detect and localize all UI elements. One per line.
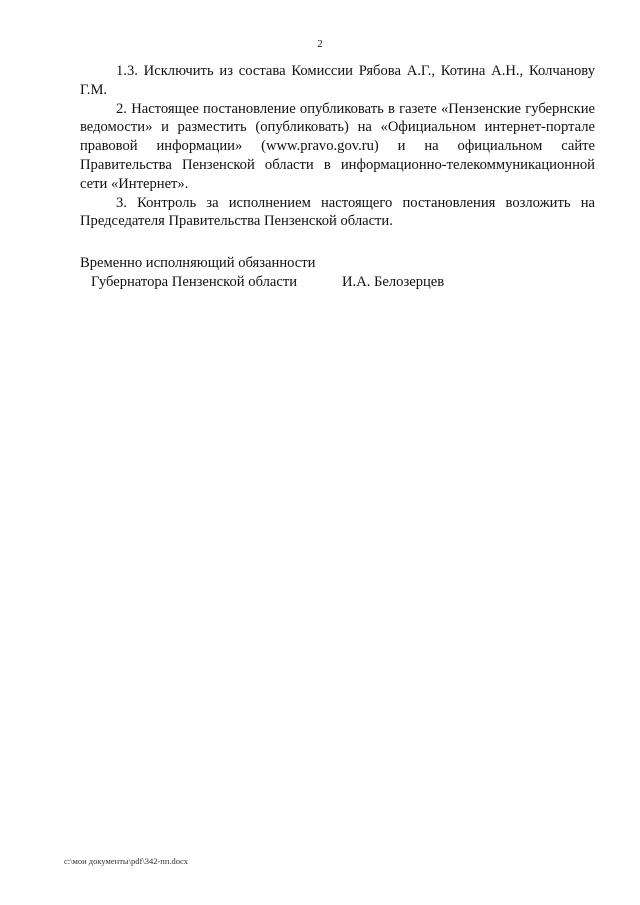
page-number: 2: [317, 38, 323, 50]
signatory-name: И.А. Белозерцев: [342, 273, 445, 290]
signatory-title-line2: Губернатора Пензенской области: [91, 273, 298, 290]
paragraph-3: 3. Контроль за исполнением настоящего постановления возложить на Председателя Правительства Пензенской области.: [80, 194, 595, 230]
paragraph-2: 2. Настоящее постановление опубликовать в газете «Пензенские губернские ведомости» и разместить (опубликовать) на «Официальном интернет-портале правовой информации» (www.pravo.gov.ru) и на официальном сайте Правительства Пензенской области в информационно-телекоммуникационной сети «Интернет».: [80, 100, 595, 192]
signatory-title-line1: Временно исполняющий обязанности: [80, 255, 316, 271]
signature-block: [80, 254, 500, 292]
footer-file-path: c:\мои документы\pdf\342-пп.docx: [64, 856, 189, 866]
paragraph-1-3: 1.3. Исключить из состава Комиссии Рябова А.Г., Котина А.Н., Колчанову Г.М.: [80, 63, 595, 98]
signatory-row: [80, 273, 500, 292]
document-body: [80, 62, 595, 231]
